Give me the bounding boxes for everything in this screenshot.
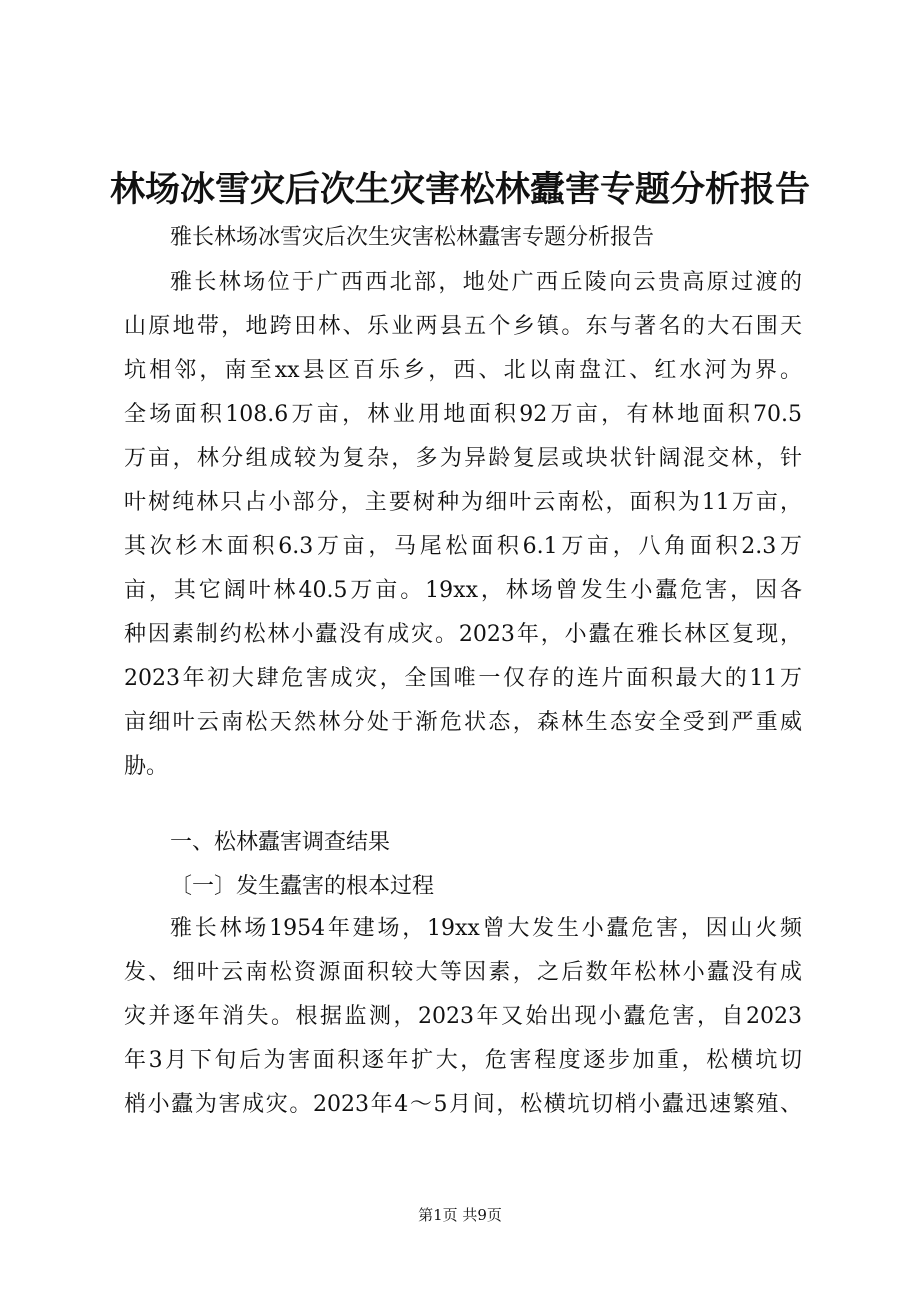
paragraph-line: 全场面积108.6万亩，林业用地面积92万亩，有林地面积70.5 — [124, 402, 802, 427]
paragraph-line: 坑相邻，南至xx县区百乐乡，西、北以南盘江、红水河为界。 — [124, 358, 802, 383]
paragraph-line: 梢小蠹为害成灾。2023年4～5月间，松横坑切梢小蠹迅速繁殖、 — [124, 1092, 802, 1117]
paragraph-line: 发、细叶云南松资源面积较大等因素，之后数年松林小蠹没有成 — [124, 960, 802, 985]
paragraph-line: 叶树纯林只占小部分，主要树种为细叶云南松，面积为11万亩， — [124, 490, 802, 515]
paragraph-line: 雅长林场位于广西西北部，地处广西丘陵向云贵高原过渡的 — [170, 270, 802, 295]
section-heading: 一、松林蠹害调查结果 — [170, 830, 391, 855]
paragraph-line: 胁。 — [124, 754, 169, 779]
document-title: 林场冰雪灾后次生灾害松林蠹害专题分析报告 — [109, 170, 810, 210]
document-subtitle: 雅长林场冰雪灾后次生灾害松林蠹害专题分析报告 — [170, 225, 655, 250]
paragraph-line: 年3月下旬后为害面积逐年扩大，危害程度逐步加重，松横坑切 — [124, 1048, 802, 1073]
paragraph-line: 其次杉木面积6.3万亩，马尾松面积6.1万亩，八角面积2.3万 — [124, 534, 802, 559]
paragraph-line: 2023年初大肆危害成灾，全国唯一仅存的连片面积最大的11万 — [124, 666, 802, 691]
paragraph-line: 雅长林场1954年建场，19xx曾大发生小蠹危害，因山火频 — [170, 916, 802, 941]
paragraph-line: 万亩，林分组成较为复杂，多为异龄复层或块状针阔混交林，针 — [124, 446, 802, 471]
paragraph-line: 灾并逐年消失。根据监测，2023年又始出现小蠹危害，自2023 — [124, 1004, 802, 1029]
paragraph-line: 亩细叶云南松天然林分处于渐危状态，森林生态安全受到严重威 — [124, 710, 802, 735]
paragraph-line: 亩，其它阔叶林40.5万亩。19xx，林场曾发生小蠹危害，因各 — [124, 578, 802, 603]
subsection-heading: 〔一〕发生蠹害的根本过程 — [170, 874, 435, 899]
paragraph-line: 种因素制约松林小蠹没有成灾。2023年，小蠹在雅长林区复现， — [124, 622, 802, 647]
paragraph-line: 山原地带，地跨田林、乐业两县五个乡镇。东与著名的大石围天 — [124, 314, 802, 339]
page-footer: 第1页 共9页 — [418, 1206, 502, 1224]
